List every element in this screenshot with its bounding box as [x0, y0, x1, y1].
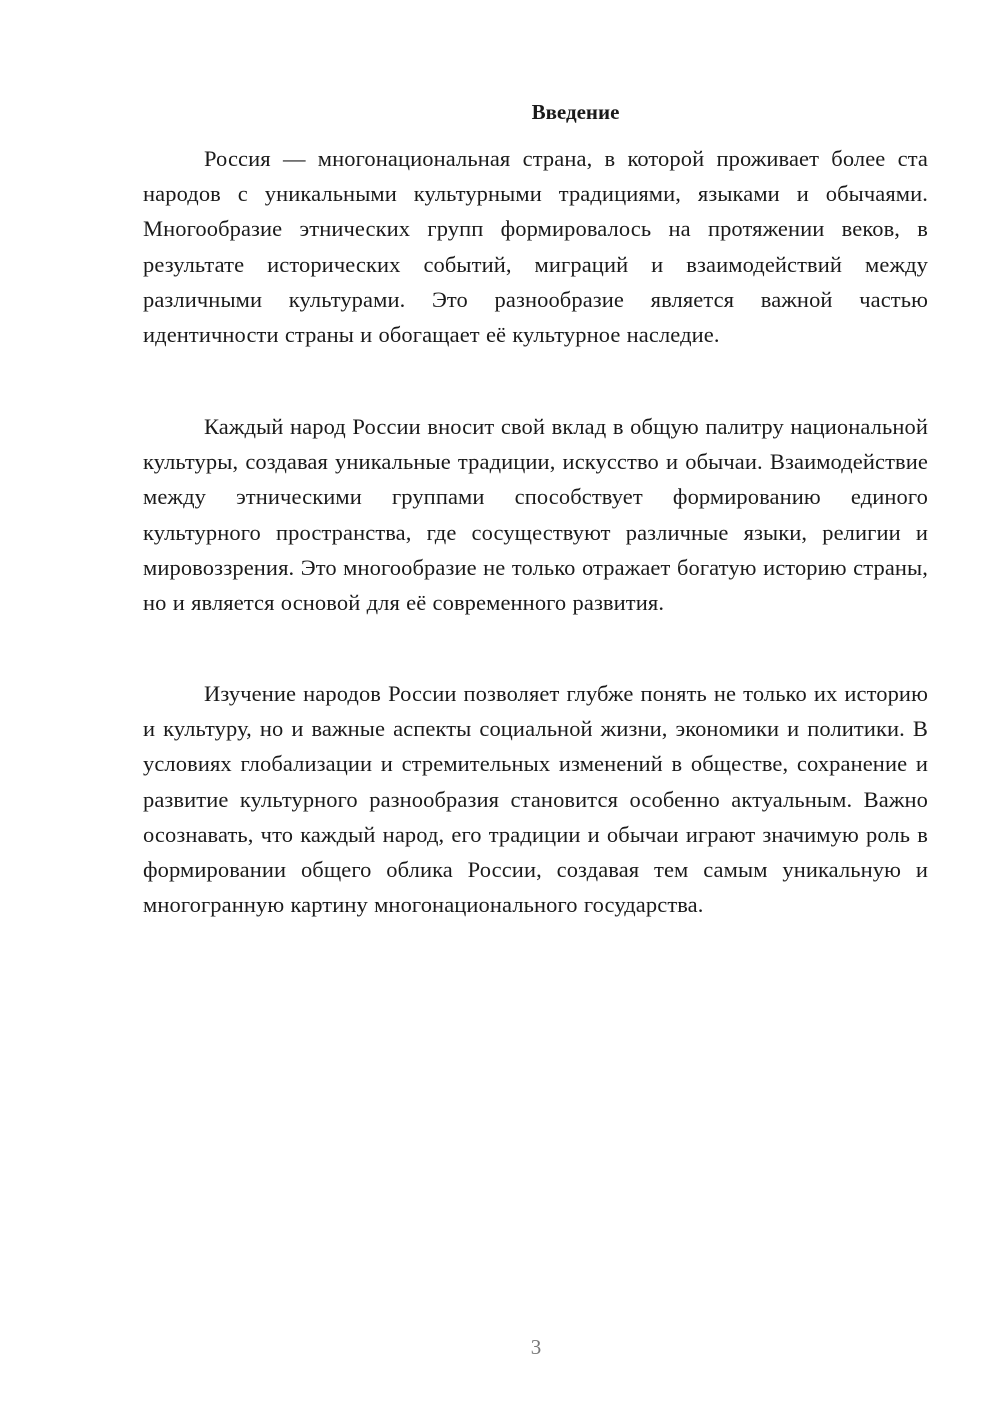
heading-container	[143, 98, 928, 126]
paragraph-1: Россия — многонациональная страна, в которой проживает более ста народов с уникальными культурными традициями, языками и обычаями. Многообразие этнических групп формировалось на протяжении веков, в результате исторических событий, миграций и взаимодействий между различными культурами. Это разнообразие является важной частью идентичности страны и обогащает её культурное наследие.	[143, 146, 928, 348]
paragraph-2: Каждый народ России вносит свой вклад в общую палитру национальной культуры, создавая уникальные традиции, искусство и обычаи. Взаимодействие между этническими группами способствует формированию единого культурного пространства, где сосуществуют различные языки, религии и мировоззрения. Это многообразие не только отражает богатую историю страны, но и является основой для её современного развития.	[143, 414, 928, 616]
page-title: Введение	[531, 100, 620, 124]
page-number: 3	[530, 1335, 542, 1359]
paragraph-3: Изучение народов России позволяет глубже понять не только их историю и культуру, но и важные аспекты социальной жизни, экономики и политики. В условиях глобализации и стремительных изменений в обществе, сохранение и развитие культурного разнообразия становится особенно актуальным. Важно осознавать, что каждый народ, его традиции и обычаи играют значимую роль в формировании общего облика России, создавая тем самым уникальную и многогранную картину многонационального государства.	[143, 681, 928, 918]
